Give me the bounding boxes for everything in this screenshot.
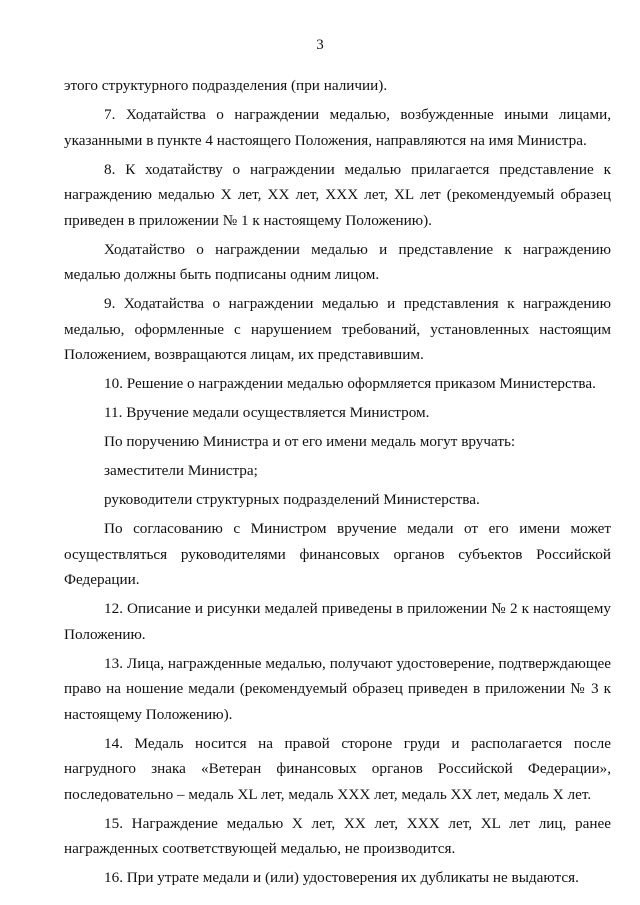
paragraph: руководители структурных подразделений Министерства. <box>104 491 480 508</box>
paragraph: 12. Описание и рисунки медалей приведены в приложении № 2 к настоящему Положению. <box>64 600 611 643</box>
paragraph: По поручению Министра и от его имени медаль могут вручать: <box>104 433 516 450</box>
paragraph: 9. Ходатайства о награждении медалью и представления к награждению медалью, оформленные с нарушением требований, установленных настоящим Положением, возвращаются лицам, их представившим. <box>64 295 611 363</box>
paragraph: 16. При утрате медали и (или) удостоверения их дубликаты не выдаются. <box>104 869 579 886</box>
paragraph: 10. Решение о награждении медалью оформляется приказом Министерства. <box>104 375 596 392</box>
paragraph: 8. К ходатайству о награждении медалью прилагается представление к награждению медалью X лет, XX лет, XXX лет, XL лет (рекомендуемый образец приведен в приложении № 1 к настоящему Положению). <box>64 160 611 229</box>
paragraph: заместители Министра; <box>104 462 258 479</box>
paragraph: этого структурного подразделения (при наличии). <box>64 77 388 94</box>
paragraph: 14. Медаль носится на правой стороне груди и располагается после нагрудного знака «Ветеран финансовых органов Российской Федерации», последовательно – медаль XL лет, медаль XXX лет, медаль XX лет, медаль X лет. <box>64 734 611 803</box>
paragraph: По согласованию с Министром вручение медали от его имени может осуществляться руководителями финансовых органов субъектов Российской Федерации. <box>64 520 611 588</box>
paragraph: 11. Вручение медали осуществляется Министром. <box>104 404 430 421</box>
paragraph: 7. Ходатайства о награждении медалью, возбужденные иными лицами, указанными в пункте 4 настоящего Положения, направляются на имя Министра. <box>64 106 611 149</box>
document-body <box>64 73 611 891</box>
paragraph: 15. Награждение медалью X лет, XX лет, XXX лет, XL лет лиц, ранее награжденных соответствующей медалью, не производится. <box>64 814 611 857</box>
page-number: 3 <box>316 37 324 53</box>
paragraph: Ходатайство о награждении медалью и представление к награждению медалью должны быть подписаны одним лицом. <box>64 240 611 283</box>
paragraph: 13. Лица, награжденные медалью, получают удостоверение, подтверждающее право на ношение медали (рекомендуемый образец приведен в приложении № 3 к настоящему Положению). <box>64 654 611 723</box>
